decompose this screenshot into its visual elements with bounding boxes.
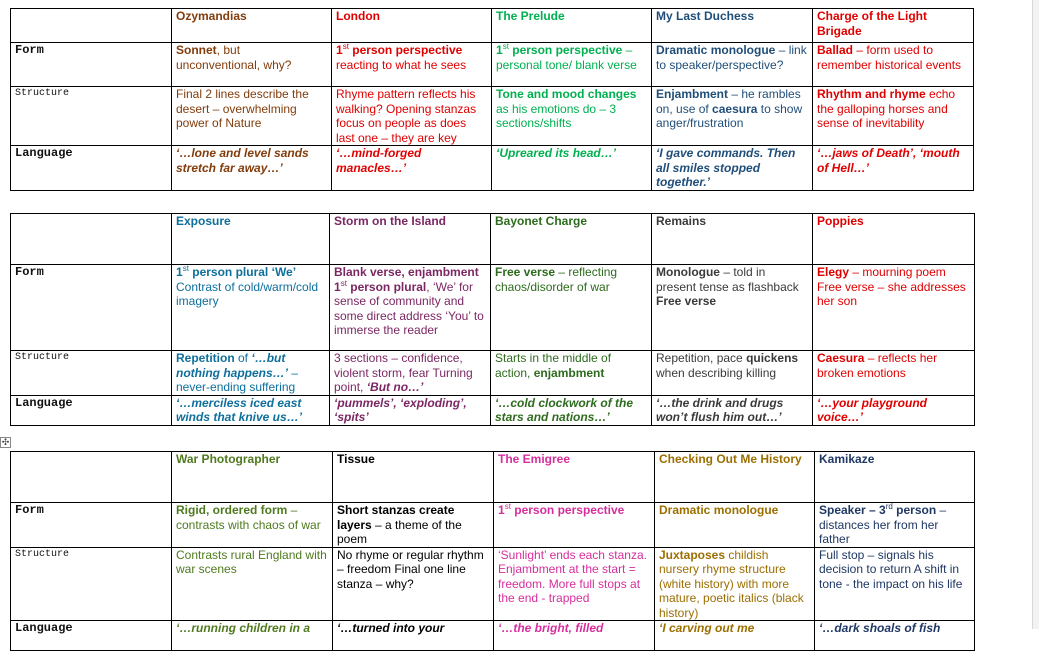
table-row-form — [11, 265, 975, 351]
text-run: ‘…cold clockwork of the stars and nations…’ — [495, 395, 634, 424]
text-run: ‘…dark shoals of fish — [819, 621, 941, 635]
text-run: ‘…but nothing happens…’ — [176, 351, 288, 380]
row-label-structure: Structure — [11, 351, 172, 396]
text-run: person plural — [346, 279, 427, 294]
text-run: person perspective — [508, 43, 623, 57]
language-cell — [332, 146, 492, 191]
structure-cell — [494, 547, 655, 621]
text-run: Starts in the middle of action, — [495, 351, 612, 380]
text-run: to show anger/frustration — [656, 101, 803, 130]
row-label-language: Language — [11, 146, 172, 191]
text-run: 1 — [496, 43, 503, 57]
form-cell — [172, 265, 330, 351]
text-run: Free verse — [495, 265, 556, 279]
text-run: – he rambles on, use of — [656, 87, 801, 116]
header-empty-cell — [11, 214, 172, 265]
text-run: ‘…mind-forged manacles…’ — [336, 146, 422, 175]
text-run: – a theme of the poem — [337, 517, 462, 546]
text-run: Sonnet — [176, 43, 217, 57]
form-cell — [330, 265, 491, 351]
row-label-form: Form — [11, 43, 172, 87]
language-cell — [492, 146, 652, 191]
row-label-structure: Structure — [11, 87, 172, 146]
text-run: Blank verse, enjambment — [334, 265, 479, 279]
poem-title: War Photographer — [172, 452, 333, 503]
text-run: reacting to what he sees — [336, 57, 467, 72]
structure-cell — [333, 547, 494, 621]
table-row-poem-titles — [11, 452, 975, 503]
text-run: ‘Sunlight’ ends each stanza. Enjambment at the start = freedom. More full stops at the end - trapped — [498, 547, 647, 605]
text-run: – reflects her broken emotions — [817, 351, 938, 380]
text-run: person plural ‘We’ — [188, 265, 297, 279]
text-run: Free verse — [656, 294, 717, 308]
language-cell — [813, 146, 974, 191]
form-cell — [172, 503, 333, 548]
structure-cell — [491, 351, 652, 396]
form-cell — [813, 265, 975, 351]
text-run: Caesura — [817, 351, 865, 365]
text-run: – link to speaker/perspective? — [656, 43, 807, 72]
poem-title: Exposure — [172, 214, 330, 265]
row-label-form: Form — [11, 265, 172, 351]
text-run: Repetition, pace — [656, 351, 747, 365]
text-run: No rhyme or regular rhythm – freedom Final one line stanza – why? — [337, 547, 484, 591]
table-row-structure — [11, 87, 974, 146]
row-label-structure: Structure — [11, 547, 172, 621]
language-cell — [652, 146, 813, 191]
language-cell — [813, 395, 975, 425]
language-cell — [172, 395, 330, 425]
text-run: Dramatic monologue — [656, 43, 776, 57]
form-cell — [655, 503, 815, 548]
text-run: Rigid, ordered form — [176, 503, 288, 517]
form-cell — [492, 43, 652, 87]
language-cell — [172, 621, 333, 651]
text-run: – told in present tense as flashback — [656, 265, 799, 294]
text-run: Enjambment — [656, 87, 729, 101]
form-cell — [813, 43, 974, 87]
language-cell — [494, 621, 655, 651]
structure-cell — [332, 87, 492, 146]
text-run: st — [340, 278, 347, 288]
text-run: ‘But no…’ — [366, 380, 424, 394]
text-run: st — [502, 42, 509, 51]
form-cell — [652, 43, 813, 87]
text-run: of — [234, 351, 252, 365]
poem-title: Charge of the Light Brigade — [813, 9, 974, 43]
poem-title: The Prelude — [492, 9, 652, 43]
language-cell — [815, 621, 975, 651]
form-cell — [494, 503, 655, 548]
table-row-structure — [11, 547, 975, 621]
text-run: ‘…merciless iced east winds that knive us…’ — [176, 395, 303, 424]
text-run: Tone and mood changes — [496, 87, 637, 101]
text-run: Rhyme pattern reflects his walking? Opening stanzas focus on people as does last one – they are key — [336, 87, 477, 145]
text-run: Ballad — [817, 43, 854, 57]
form-cell — [172, 43, 332, 87]
table-row-poem-titles — [11, 214, 975, 265]
poem-title: Poppies — [813, 214, 975, 265]
text-run: st — [342, 42, 349, 51]
poem-table-2 — [10, 213, 975, 426]
text-run: Juxtaposes — [659, 547, 726, 562]
language-cell — [655, 621, 815, 651]
structure-cell — [813, 87, 974, 146]
language-cell — [172, 146, 332, 191]
text-run: when describing killing — [656, 365, 777, 380]
text-run: Contrast of cold/warm/cold imagery — [176, 279, 319, 308]
text-run: caesura — [712, 101, 758, 116]
text-run: 1 — [336, 43, 343, 57]
text-run: echo the galloping horses and sense of inevitability — [817, 87, 956, 130]
table-move-handle-icon[interactable]: ✣ — [1, 437, 10, 447]
table-row-form — [11, 503, 975, 548]
text-run: rd — [885, 502, 893, 511]
table-row-language — [11, 146, 974, 191]
header-empty-cell — [11, 452, 172, 503]
row-label-language: Language — [11, 621, 172, 651]
text-run: ‘I carving out me — [659, 621, 755, 635]
structure-cell — [172, 547, 333, 621]
language-cell — [491, 395, 652, 425]
text-run: , ‘We’ for sense of community and some direct address ‘You’ to immerse the reader — [334, 279, 484, 337]
poem-title: Remains — [652, 214, 813, 265]
text-run: Repetition — [176, 351, 235, 365]
page-margin-shadow — [1033, 0, 1039, 629]
text-run: st — [182, 264, 189, 273]
text-run: childish nursery rhyme structure (white history) with more mature, poetic italics (black history) — [659, 547, 804, 620]
text-run: st — [504, 502, 511, 511]
row-label-form: Form — [11, 503, 172, 548]
text-run: Dramatic monologue — [659, 503, 779, 517]
poem-title: Bayonet Charge — [491, 214, 652, 265]
table-row-structure — [11, 351, 975, 396]
text-run: – personal tone/ blank verse — [496, 43, 637, 72]
structure-cell — [655, 547, 815, 621]
form-cell — [652, 265, 813, 351]
language-cell — [652, 395, 813, 425]
table-row-form — [11, 43, 974, 87]
form-cell — [815, 503, 975, 548]
text-run: – mourning poem Free verse – she addresses her son — [817, 265, 966, 308]
text-run: Final 2 lines describe the desert – overwhelming power of Nature — [176, 87, 309, 130]
poem-table-1 — [10, 8, 974, 191]
structure-cell — [813, 351, 975, 396]
poem-title: Storm on the Island — [330, 214, 491, 265]
text-run: person perspective — [510, 503, 625, 517]
text-run: 1 — [176, 265, 183, 279]
poem-table-3 — [10, 451, 975, 651]
text-run: ‘Upreared its head…’ — [496, 146, 617, 160]
text-run: 3 sections – confidence, violent storm, fear Turning point, — [334, 351, 473, 394]
text-run: Rhythm and rhyme — [817, 87, 926, 101]
text-run: ‘…turned into your — [337, 621, 445, 635]
structure-cell — [492, 87, 652, 146]
text-run: 1 — [334, 279, 341, 294]
row-label-language: Language — [11, 395, 172, 425]
text-run: ‘pummels’, ‘exploding’, ‘spits’ — [334, 395, 467, 424]
language-cell — [333, 621, 494, 651]
text-run: ‘…your playground voice…’ — [817, 395, 928, 424]
table-row-language — [11, 621, 975, 651]
structure-cell — [652, 87, 813, 146]
language-cell — [330, 395, 491, 425]
text-run: – form used to remember historical events — [817, 43, 962, 72]
text-run: , but unconventional, why? — [176, 43, 292, 72]
header-empty-cell — [11, 9, 172, 43]
poem-title: The Emigree — [494, 452, 655, 503]
text-run: person — [892, 503, 937, 517]
text-run: Speaker – 3 — [819, 503, 886, 517]
text-run: 1 — [498, 503, 505, 517]
text-run: Monologue — [656, 265, 720, 279]
text-run: – reflecting chaos/disorder of war — [495, 265, 618, 294]
text-run: ‘…running children in a — [176, 621, 311, 635]
text-run: ‘I gave commands. Then all smiles stopped together.’ — [656, 146, 796, 189]
poem-title: Tissue — [333, 452, 494, 503]
text-run: enjambment — [533, 365, 605, 380]
structure-cell — [652, 351, 813, 396]
text-run: ‘…the bright, filled — [498, 621, 604, 635]
structure-cell — [172, 351, 330, 396]
structure-cell — [172, 87, 332, 146]
text-run: Full stop – signals his decision to return A shift in tone - the impact on his life — [819, 547, 963, 591]
text-run: quickens — [746, 351, 799, 365]
text-run: – never-ending suffering — [176, 365, 299, 394]
text-run: as his emotions do – 3 sections/shifts — [496, 101, 617, 130]
poem-title: Kamikaze — [815, 452, 975, 503]
form-cell — [333, 503, 494, 548]
form-cell — [491, 265, 652, 351]
poem-title: Checking Out Me History — [655, 452, 815, 503]
text-run: ‘…jaws of Death’, ‘mouth of Hell…’ — [817, 146, 960, 175]
text-run: Elegy — [817, 265, 850, 279]
text-run: – distances her from her father — [819, 503, 947, 546]
poem-title: My Last Duchess — [652, 9, 813, 43]
text-run: – contrasts with chaos of war — [176, 503, 321, 532]
text-run: Contrasts rural England with war scenes — [176, 547, 327, 576]
text-run: ‘…lone and level sands stretch far away…’ — [176, 146, 309, 175]
text-run: person perspective — [348, 43, 463, 57]
form-cell — [332, 43, 492, 87]
text-run: ‘…the drink and drugs won’t flush him out…’ — [656, 395, 784, 424]
poem-title: London — [332, 9, 492, 43]
poem-title: Ozymandias — [172, 9, 332, 43]
text-run: Short stanzas create layers — [337, 503, 455, 532]
structure-cell — [815, 547, 975, 621]
table-row-poem-titles — [11, 9, 974, 43]
structure-cell — [330, 351, 491, 396]
table-row-language — [11, 395, 975, 425]
